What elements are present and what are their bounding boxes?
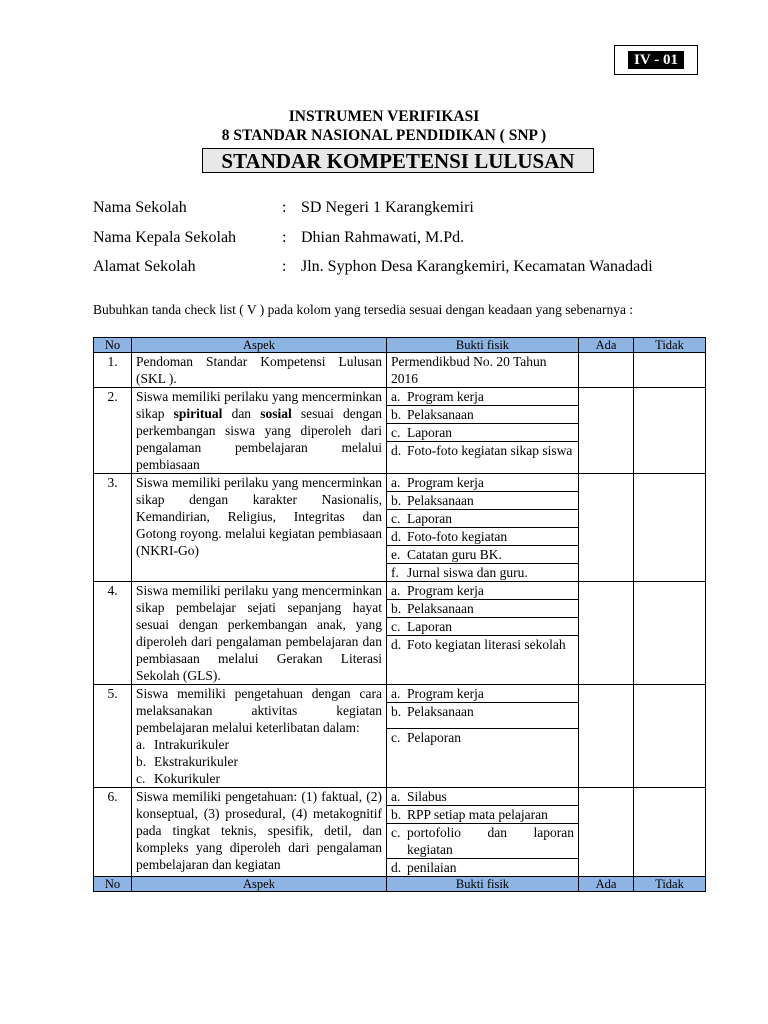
bukti-item: b. Pelaksanaan [387, 406, 578, 424]
aspek-text: dan [222, 406, 261, 421]
col-footer-no: No [94, 877, 132, 892]
verification-table [93, 337, 706, 892]
table-header-row [94, 338, 706, 353]
row-number: 2. [94, 388, 132, 474]
table-row [94, 353, 706, 388]
bukti-item: a. Program kerja [387, 685, 578, 703]
bukti-text: Permendikbud No. 20 Tahun 2016 [391, 354, 547, 386]
row-number: 6. [94, 788, 132, 877]
table-row [94, 685, 706, 788]
bukti-item: c. Laporan [387, 424, 578, 442]
ada-checkbox-cell[interactable] [579, 474, 634, 582]
col-header-ada: Ada [579, 338, 634, 353]
tidak-checkbox-cell[interactable] [634, 788, 706, 877]
ada-checkbox-cell[interactable] [579, 353, 634, 388]
row-aspek: Siswa memiliki pengetahuan: (1) faktual, (2) konseptual, (3) prosedural, (4) metakognitif pada tingkat teknis, spesifik, detil, dan kompleks yang diperoleh dari pengalaman pembelajaran dan kegiatan [132, 788, 387, 877]
bukti-item: b. Pelaksanaan [387, 703, 578, 729]
ada-checkbox-cell[interactable] [579, 685, 634, 788]
info-label: Nama Kepala Sekolah [93, 229, 237, 246]
tidak-checkbox-cell[interactable] [634, 582, 706, 685]
row-aspek: Siswa memiliki perilaku yang mencerminkan sikap dengan karakter Nasionalis, Kemandirian, Religius, Integritas dan Gotong royong. melalui kegiatan pembiasaan (NKRI-Go) [132, 474, 387, 582]
col-footer-aspek: Aspek [132, 877, 387, 892]
instruction-text: Bubuhkan tanda check list ( V ) pada kolom yang tersedia sesuai dengan keadaan yang sebenarnya : [93, 302, 634, 317]
row-bukti [387, 474, 579, 582]
document-code-box [614, 45, 698, 75]
row-aspek: Siswa memiliki perilaku yang mencerminkan sikap pembelajar sejati sepanjang hayat sesuai dengan perkembangan anak, yang diperoleh dari pengalaman pembelajaran dan pembiasaan melalui Gerakan Literasi Sekolah (GLS). [132, 582, 387, 685]
header-line-1: INSTRUMEN VERIFIKASI [288, 108, 480, 125]
ada-checkbox-cell[interactable] [579, 388, 634, 474]
bukti-item: c. portofolio dan laporan kegiatan [387, 824, 578, 859]
ada-checkbox-cell[interactable] [579, 582, 634, 685]
bukti-item: d. Foto-foto kegiatan sikap siswa [391, 443, 573, 458]
row-bukti [387, 388, 579, 474]
row-number: 5. [94, 685, 132, 788]
row-bukti [387, 788, 579, 877]
list-item: a. Intrakurikuler [136, 737, 229, 752]
aspek-text: Siswa memiliki pengetahuan dengan cara melaksanakan aktivitas kegiatan pembelajaran melalui keterlibatan dalam: [136, 686, 382, 735]
list-item: b. Ekstrakurikuler [136, 754, 238, 769]
aspek-sublist [136, 736, 382, 787]
bukti-item: b. Pelaksanaan [387, 600, 578, 618]
ada-checkbox-cell[interactable] [579, 788, 634, 877]
tidak-checkbox-cell[interactable] [634, 388, 706, 474]
col-header-tidak: Tidak [634, 338, 706, 353]
bukti-item: c. Laporan [387, 510, 578, 528]
list-item: c. Kokurikuler [136, 771, 220, 786]
bukti-item: b. Pelaksanaan [387, 492, 578, 510]
col-header-no: No [94, 338, 132, 353]
row-bukti [387, 685, 579, 788]
aspek-bold-sosial: sosial [260, 406, 292, 421]
bukti-item: f. Jurnal siswa dan guru. [391, 565, 528, 580]
bukti-item: d. Foto kegiatan literasi sekolah [391, 637, 566, 652]
col-footer-tidak: Tidak [634, 877, 706, 892]
bukti-item: a. Silabus [387, 788, 578, 806]
tidak-checkbox-cell[interactable] [634, 353, 706, 388]
row-number: 3. [94, 474, 132, 582]
header-line-2: 8 STANDAR NASIONAL PENDIDIKAN ( SNP ) [221, 127, 547, 144]
table-row [94, 582, 706, 685]
info-separator: : [282, 258, 287, 275]
row-aspek [132, 388, 387, 474]
tidak-checkbox-cell[interactable] [634, 474, 706, 582]
row-aspek [132, 685, 387, 788]
aspek-text: sesuai dengan perkembangan siswa yang diperoleh dari pengalaman pembelajaran melalui pembiasaan [136, 406, 383, 472]
bukti-item: c. Laporan [387, 618, 578, 636]
row-bukti [387, 582, 579, 685]
info-label: Nama Sekolah [93, 199, 187, 216]
col-footer-ada: Ada [579, 877, 634, 892]
row-aspek: Pendoman Standar Kompetensi Lulusan (SKL ). [132, 353, 387, 388]
col-header-aspek: Aspek [132, 338, 387, 353]
info-value: SD Negeri 1 Karangkemiri [301, 199, 474, 216]
table-row [94, 474, 706, 582]
tidak-checkbox-cell[interactable] [634, 685, 706, 788]
aspek-bold-spiritual: spiritual [173, 406, 223, 421]
col-header-bukti: Bukti fisik [387, 338, 579, 353]
bukti-item: a. Program kerja [387, 582, 578, 600]
row-bukti [387, 353, 579, 388]
row-number: 1. [94, 353, 132, 388]
info-separator: : [282, 229, 287, 246]
bukti-item: a. Program kerja [387, 474, 578, 492]
bukti-item: c. Pelaporan [391, 730, 461, 745]
col-footer-bukti: Bukti fisik [387, 877, 579, 892]
bukti-item: a. Program kerja [387, 388, 578, 406]
document-code: IV - 01 [628, 51, 684, 69]
bukti-item: e. Catatan guru BK. [387, 546, 578, 564]
info-value: Dhian Rahmawati, M.Pd. [301, 229, 465, 246]
page-title: STANDAR KOMPETENSI LULUSAN [202, 148, 594, 173]
info-separator: : [282, 199, 287, 216]
bukti-item: d. penilaian [391, 860, 457, 875]
info-value: Jln. Syphon Desa Karangkemiri, Kecamatan Wanadadi [301, 258, 653, 275]
table-row [94, 788, 706, 877]
row-number: 4. [94, 582, 132, 685]
aspek-text: Siswa memiliki perilaku yang mencerminkan sikap [136, 389, 382, 421]
table-footer-row [94, 877, 706, 892]
bukti-item: b. RPP setiap mata pelajaran [387, 806, 578, 824]
bukti-item: d. Foto-foto kegiatan [387, 528, 578, 546]
table-row [94, 388, 706, 474]
info-label: Alamat Sekolah [93, 258, 196, 275]
